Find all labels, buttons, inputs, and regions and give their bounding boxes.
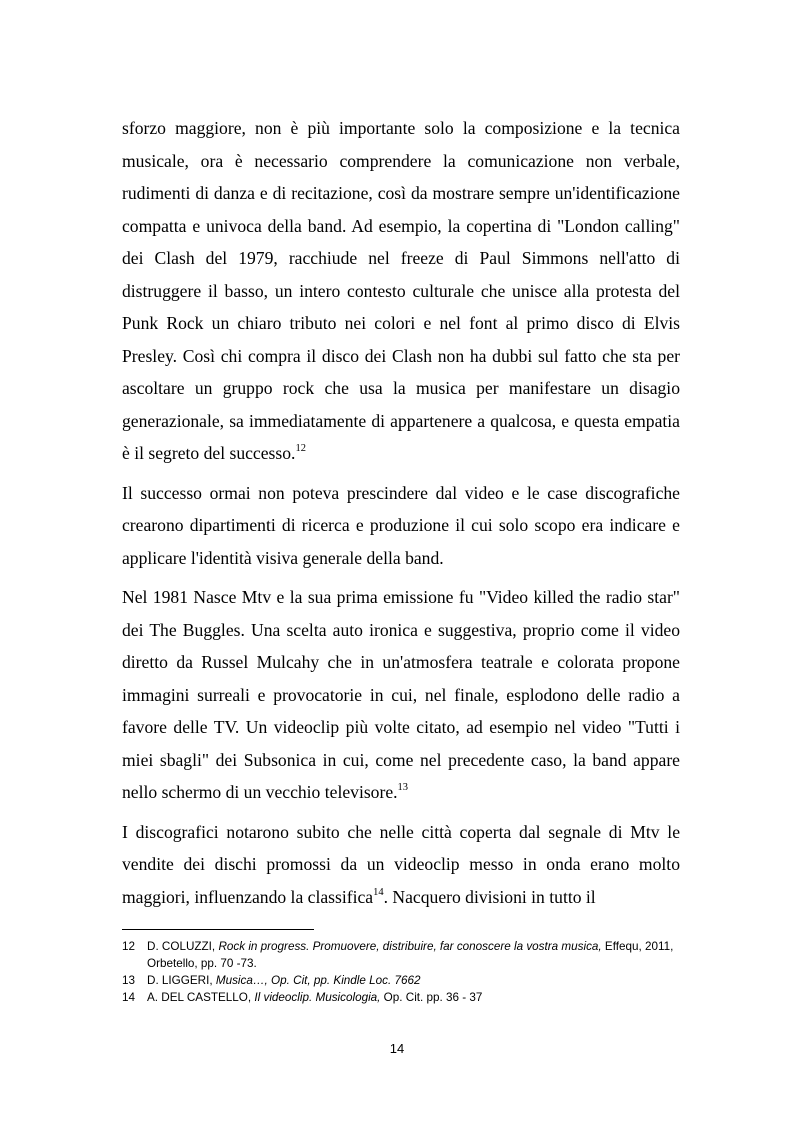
page-number: 14	[389, 1041, 405, 1056]
paragraph-1-text: sforzo maggiore, non è più importante solo la composizione e la tecnica musicale, ora è necessario comprendere la comunicazione non verbale, rudimenti di danza e di recitazione, così da mostrare sempre un'identificazione compatta e univoca della band. Ad esempio, la copertina di "London calling" dei Clash del 1979, racchiude nel freeze di Paul Simmons nell'atto di distruggere il basso, un intero contesto culturale che unisce alla protesta del Punk Rock un chiaro tributo nei colori e nel font al primo disco di Elvis Presley. Così chi compra il disco dei Clash non ha dubbi sul fatto che sta per ascoltare un gruppo rock che usa la musica per manifestare un disagio generazionale, sa immediatamente di appartenere a qualcosa, e questa empatia è il segreto del successo.	[122, 118, 680, 463]
paragraph-3-text: Nel 1981 Nasce Mtv e la sua prima emissione fu "Video killed the radio star" dei The Buggles. Una scelta auto ironica e suggestiva, proprio come il video diretto da Russel Mulcahy che in un'atmosfera teatrale e colorata propone immagini surreali e provocatorie in cui, nel finale, esplodono delle radio a favore delle TV. Un videoclip più volte citato, ad esempio nel video "Tutti i miei sbagli" dei Subsonica in cui, come nel precedente caso, la band appare nello schermo di un vecchio televisore.	[122, 587, 680, 802]
paragraph-1	[122, 112, 680, 470]
paragraph-2: Il successo ormai non poteva prescindere dal video e le case discografiche crearono dipartimenti di ricerca e produzione il cui solo scopo era indicare e applicare l'identità visiva generale della band.	[122, 482, 680, 568]
footnote-rest: Effequ, 2011, Orbetello, pp. 70 -73.	[147, 940, 674, 970]
footnote-ref-13[interactable]: 13	[397, 782, 409, 794]
footnote-title: Musica…, Op. Cit, pp. Kindle Loc. 7662	[215, 974, 421, 987]
footnotes	[122, 938, 692, 1006]
paragraph-4	[122, 816, 680, 914]
paragraph-3	[122, 581, 680, 809]
footnote-ref-12[interactable]: 12	[295, 443, 306, 455]
footnote-rest: Op. Cit. pp. 36 - 37	[380, 991, 483, 1004]
footnote-number: 14	[122, 991, 136, 1004]
footnote-number: 12	[122, 940, 136, 953]
footnote-author: A. DEL CASTELLO,	[147, 991, 255, 1004]
body-text	[122, 112, 680, 920]
footnote-13	[122, 972, 692, 989]
footnote-14	[122, 989, 692, 1006]
footnote-separator	[122, 929, 314, 930]
footnote-author: D. LIGGERI,	[147, 974, 216, 987]
footnote-author: D. COLUZZI,	[147, 940, 219, 953]
paragraph-4-text-end: . Nacquero divisioni in tutto il	[383, 886, 596, 907]
footnote-title: Il videoclip. Musicologia,	[254, 991, 381, 1004]
paragraph-4-text-start: I discografici notarono subito che nelle città coperta dal segnale di Mtv le vendite dei dischi promossi da un videoclip messo in onda erano molto maggiori, influenzando la classifica	[122, 821, 680, 907]
footnote-number: 13	[122, 974, 136, 987]
footnote-12	[122, 938, 692, 972]
footnote-title: Rock in progress. Promuovere, distribuire, far conoscere la vostra musica,	[218, 940, 602, 953]
footnote-ref-14[interactable]: 14	[373, 886, 384, 898]
